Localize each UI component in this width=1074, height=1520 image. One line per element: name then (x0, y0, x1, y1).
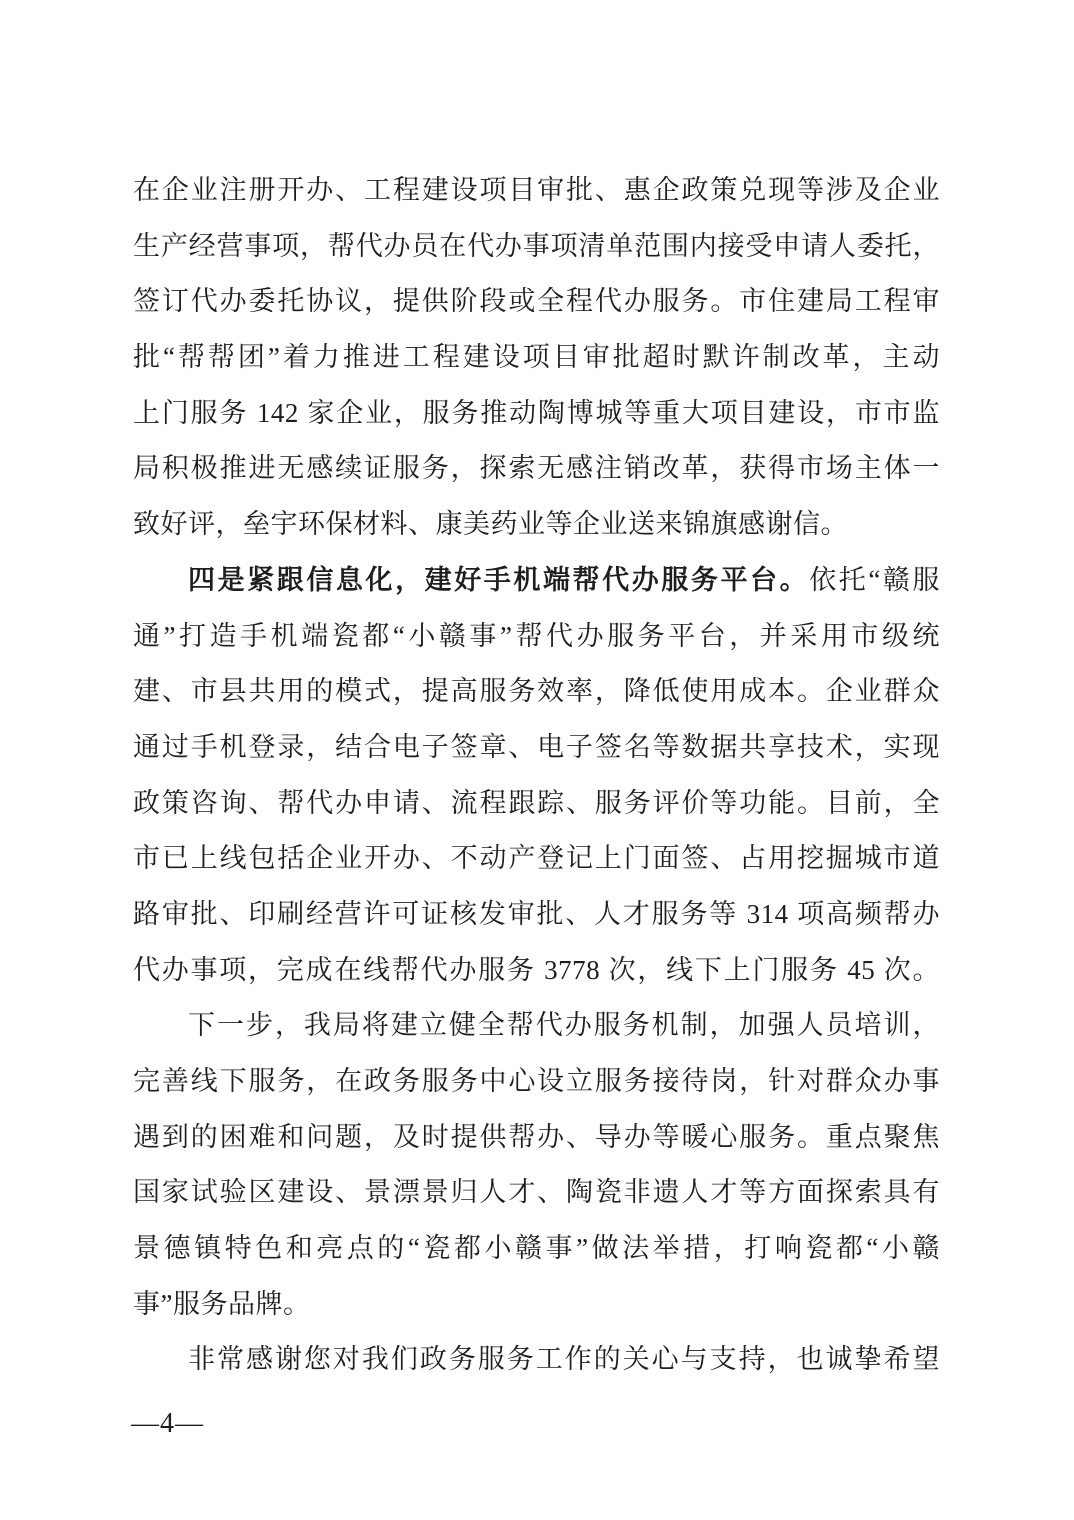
text-line (133, 497, 940, 553)
text-line (133, 1054, 940, 1110)
text-segment: 签订代办委托协议，提供阶段或全程代办服务。市住建局工程审 (133, 286, 940, 317)
text-line (133, 1110, 940, 1166)
text-line (133, 776, 940, 832)
text-line (133, 274, 940, 330)
text-line (133, 609, 940, 665)
text-segment: 下一步，我局将建立健全帮代办服务机制，加强人员培训， (188, 1010, 940, 1041)
text-line (133, 887, 940, 943)
text-segment: 生产经营事项，帮代办员在代办事项清单范围内接受申请人委托， (133, 230, 940, 261)
text-line (133, 441, 940, 497)
text-line (133, 720, 940, 776)
text-segment: 事”服务品牌。 (133, 1288, 311, 1319)
text-segment: 景德镇特色和亮点的“瓷都小赣事”做法举措，打响瓷都“小赣 (133, 1233, 940, 1264)
text-line (133, 1277, 940, 1333)
text-segment: 通过手机登录，结合电子签章、电子签名等数据共享技术，实现 (133, 731, 940, 762)
text-segment: 路审批、印刷经营许可证核发审批、人才服务等 314 项高频帮办 (133, 898, 940, 929)
text-segment: 代办事项，完成在线帮代办服务 3778 次，线下上门服务 45 次。 (133, 954, 940, 985)
text-line (133, 386, 940, 442)
document-body (133, 163, 940, 1388)
text-segment: 完善线下服务，在政务服务中心设立服务接待岗，针对群众办事 (133, 1066, 940, 1096)
text-line (133, 163, 940, 219)
bold-heading-segment: 四是紧跟信息化，建好手机端帮代办服务平台。 (188, 564, 810, 595)
text-segment: 上门服务 142 家企业，服务推动陶博城等重大项目建设，市市监 (133, 397, 940, 428)
text-line (133, 1165, 940, 1221)
text-line (133, 831, 940, 887)
text-line (133, 1221, 940, 1277)
text-segment: 国家试验区建设、景漂景归人才、陶瓷非遗人才等方面探索具有 (133, 1177, 940, 1208)
text-segment: 局积极推进无感续证服务，探索无感注销改革，获得市场主体一 (133, 453, 940, 484)
text-line (133, 553, 940, 609)
text-line (133, 664, 940, 720)
text-line (133, 1332, 940, 1388)
text-segment: 致好评，垒宇环保材料、康美药业等企业送来锦旗感谢信。 (133, 509, 848, 540)
text-line (133, 219, 940, 275)
text-line (133, 330, 940, 386)
text-segment: 在企业注册开办、工程建设项目审批、惠企政策兑现等涉及企业 (133, 175, 940, 205)
text-line (133, 998, 940, 1054)
text-segment: 批“帮帮团”着力推进工程建设项目审批超时默许制改革，主动 (133, 342, 940, 373)
text-segment: 依托“赣服 (809, 564, 940, 595)
text-segment: 遇到的困难和问题，及时提供帮办、导办等暖心服务。重点聚焦 (133, 1121, 940, 1152)
page-number: —4— (131, 1408, 204, 1439)
text-segment: 政策咨询、帮代办申请、流程跟踪、服务评价等功能。目前，全 (133, 787, 940, 818)
text-segment: 市已上线包括企业开办、不动产登记上门面签、占用挖掘城市道 (133, 843, 940, 874)
text-line (133, 943, 940, 999)
text-segment: 非常感谢您对我们政务服务工作的关心与支持，也诚挚希望 (188, 1344, 940, 1375)
text-segment: 通”打造手机端瓷都“小赣事”帮代办服务平台，并采用市级统 (133, 620, 940, 651)
text-segment: 建、市县共用的模式，提高服务效率，降低使用成本。企业群众 (133, 676, 940, 707)
